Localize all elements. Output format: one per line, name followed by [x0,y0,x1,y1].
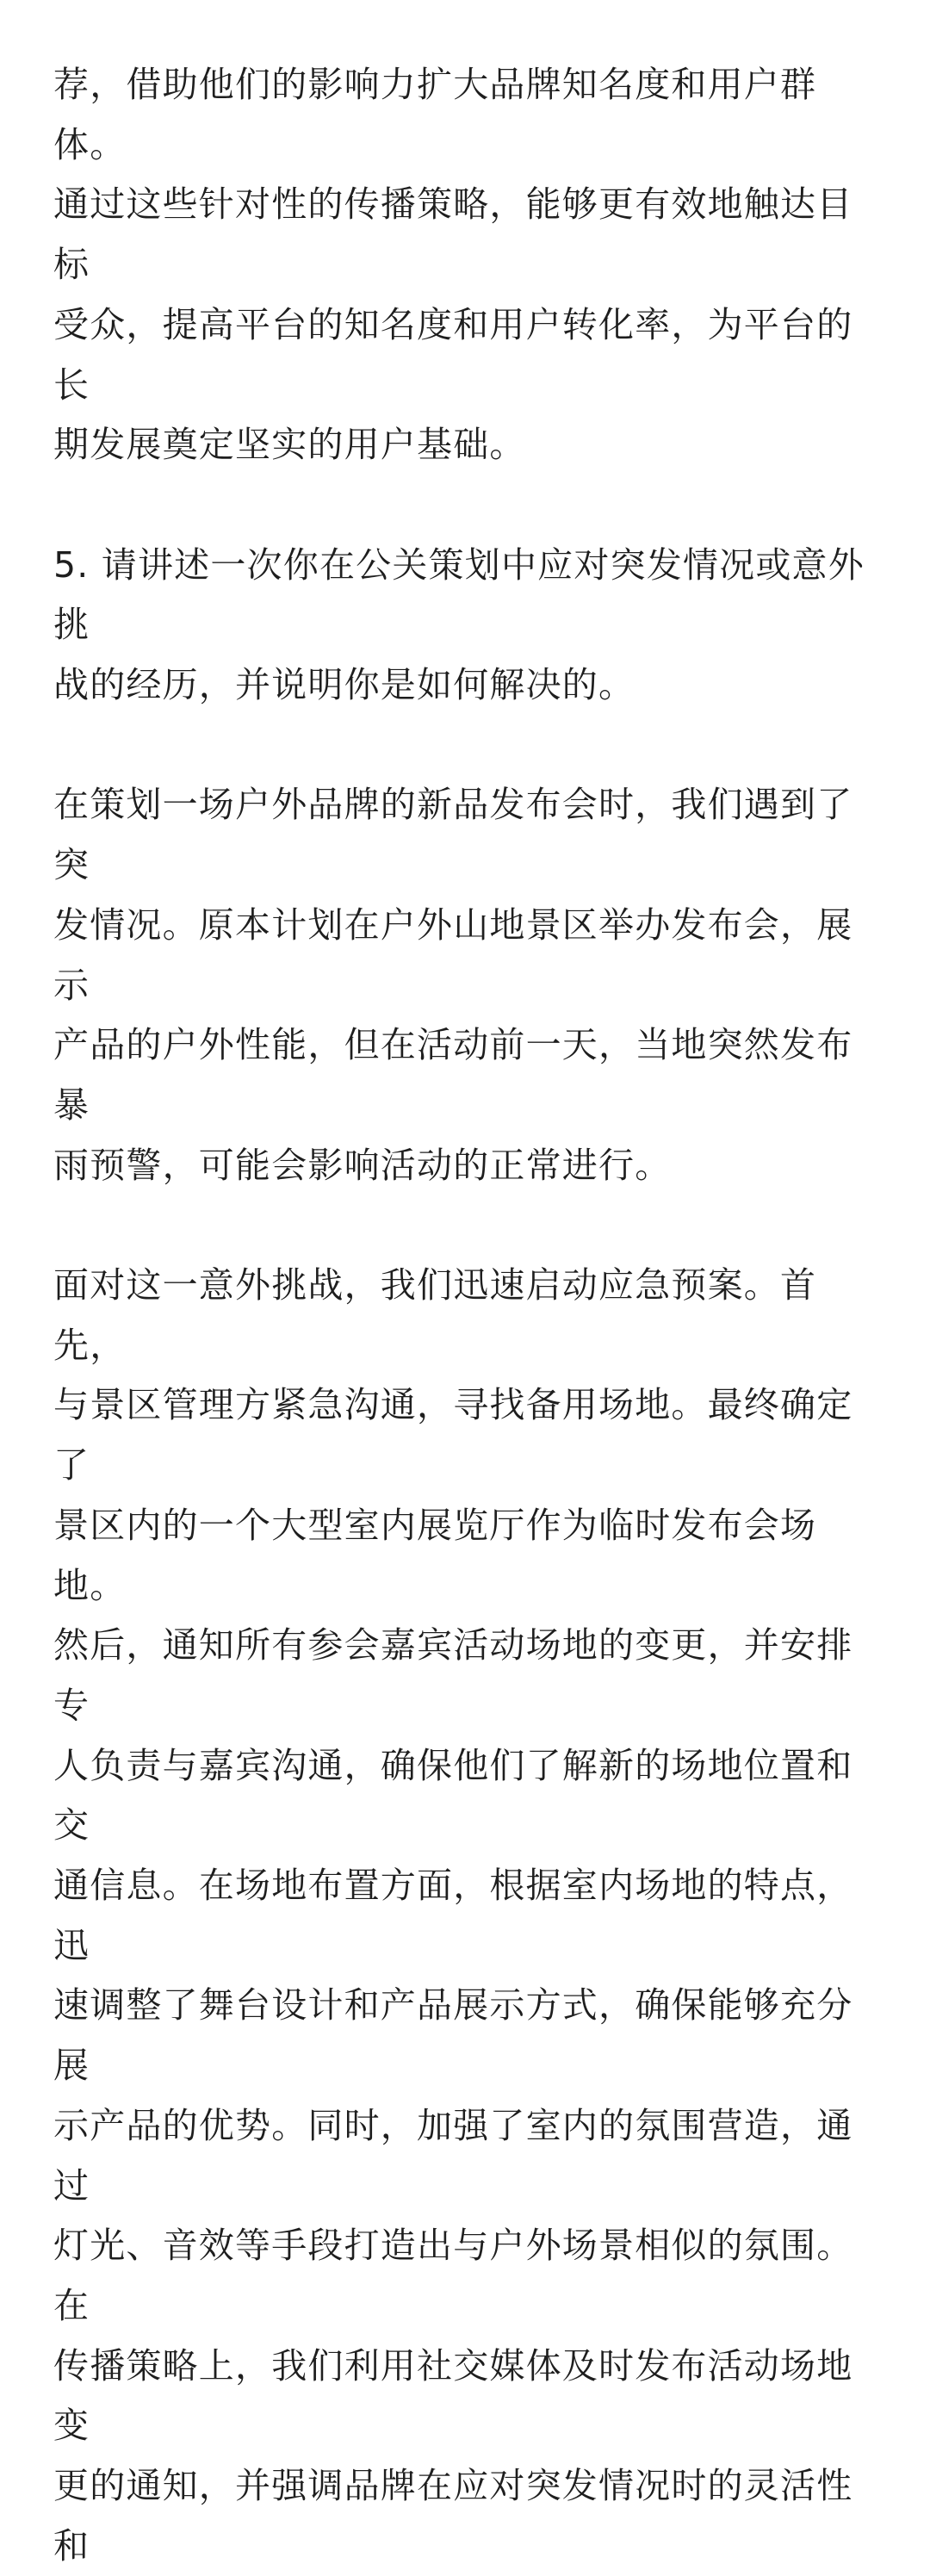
paragraph-intro-continuation: 荐，借助他们的影响力扩大品牌知名度和用户群体。 通过这些针对性的传播策略，能够更有效地触达目标 受众，提高平台的知名度和用户转化率，为平台的长 期发展奠定坚实的用户基础。 [53,64,853,466]
article-body [53,55,880,2576]
paragraph-situation: 在策划一场户外品牌的新品发布会时，我们遇到了突 发情况。原本计划在户外山地景区举办发布会，展示 产品的户外性能，但在活动前一天，当地突然发布暴 雨预警，可能会影响活动的正常进行。 [53,784,853,1186]
question-5-heading: 5. 请讲述一次你在公关策划中应对突发情况或意外挑 战的经历，并说明你是如何解决的。 [53,543,865,706]
paragraph-response: 面对这一意外挑战，我们迅速启动应急预案。首先， 与景区管理方紧急沟通，寻找备用场地。最终确定了 景区内的一个大型室内展览厅作为临时发布会场地。 然后，通知所有参会嘉宾活动场地的变更，并安排专 人负责与嘉宾沟通，确保他们了解新的场地位置和交 通信息。在场地布置方面，根据室内场地的特点，迅 速调整了舞台设计和产品展示方式，确保能够充分展 示产品的优势。同时，加强了室内的氛围营造，通过 灯光、音效等手段打造出与户外场景相似的氛围。在 传播策略上，我们利用社交媒体及时发布活动场地变 更的通知，并强调品牌在应对突发情况时的灵活性和 [53,1264,853,2567]
